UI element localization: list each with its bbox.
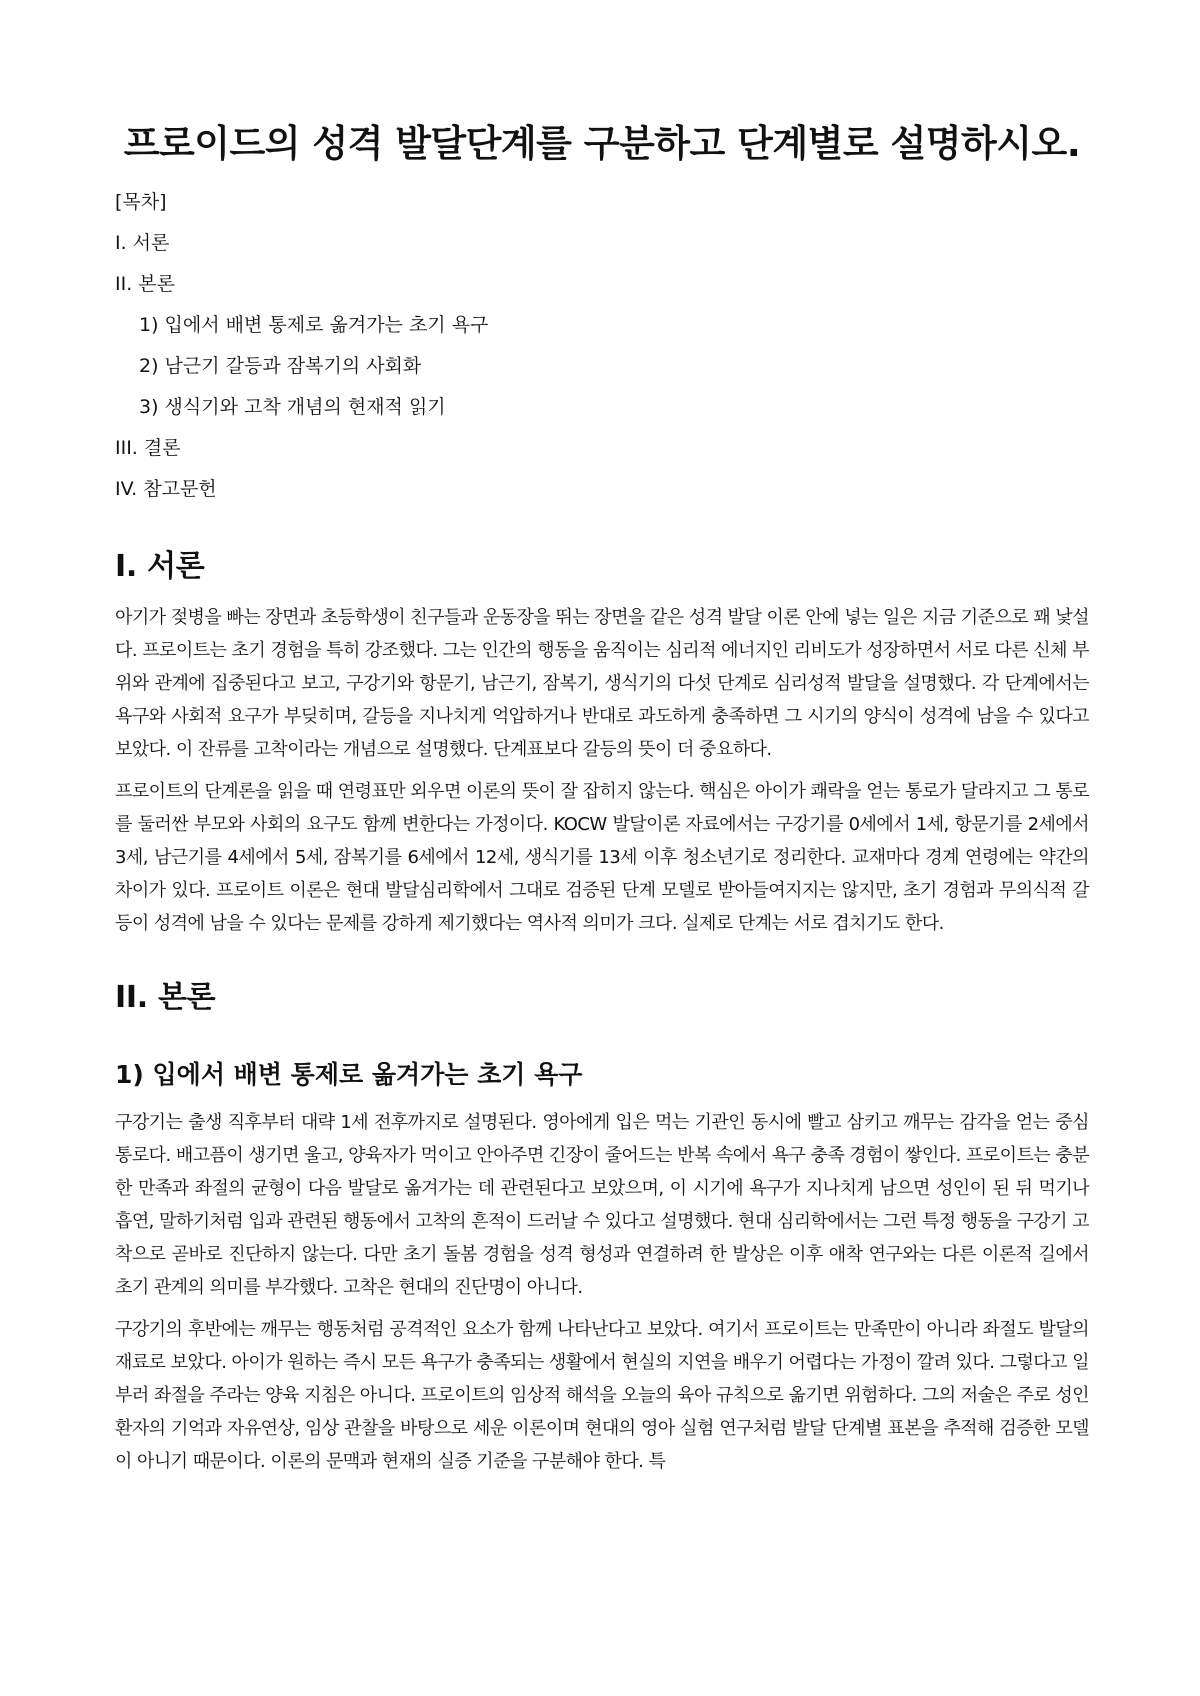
- body-paragraph-2: 구강기의 후반에는 깨무는 행동처럼 공격적인 요소가 함께 나타난다고 보았다. 여기서 프로이트는 만족만이 아니라 좌절도 발달의 재료로 보았다. 아이가 원하는 즉시 모든 욕구가 충족되는 생활에서 현실의 지연을 배우기 어렵다는 가정이 깔려 있다. 그렇다고 일부러 좌절을 주라는 양육 지침은 아니다. 프로이트의 임상적 해석을 오늘의 육아 규칙으로 옮기면 위험하다. 그의 저술은 주로 성인 환자의 기억과 자유연상, 임상 관찰을 바탕으로 세운 이론이며 현대의 영아 실험 연구처럼 발달 단계별 표본을 추적해 검증한 모델이 아니기 때문이다. 이론의 문맥과 현재의 실증 기준을 구분해야 한다. 특: [115, 1319, 1089, 1472]
- section-title-intro: I. 서론: [115, 549, 205, 584]
- section-intro: [115, 601, 1089, 940]
- subsection-title-1: 1) 입에서 배변 통제로 옮겨가는 초기 욕구: [115, 1060, 583, 1089]
- toc-item-conclusion: III. 결론: [115, 437, 181, 459]
- toc-item-body: II. 본론: [115, 273, 175, 295]
- toc-item-intro: I. 서론: [115, 232, 170, 254]
- toc-item-body-3: 3) 생식기와 고착 개념의 현재적 읽기: [139, 396, 446, 418]
- toc-item-body-1: 1) 입에서 배변 통제로 옮겨가는 초기 욕구: [139, 314, 489, 336]
- table-of-contents: [115, 190, 1089, 502]
- section-title-body: II. 본론: [115, 980, 216, 1015]
- document-title: 프로이드의 성격 발달단계를 구분하고 단계별로 설명하시오.: [123, 122, 1081, 165]
- toc-header: [목차]: [115, 191, 167, 213]
- toc-item-body-2: 2) 남근기 갈등과 잠복기의 사회화: [139, 355, 422, 377]
- toc-item-references: IV. 참고문헌: [115, 478, 217, 500]
- body-paragraph-1: 구강기는 출생 직후부터 대략 1세 전후까지로 설명된다. 영아에게 입은 먹는 기관인 동시에 빨고 삼키고 깨무는 감각을 얻는 중심 통로다. 배고픔이 생기면 울고, 양육자가 먹이고 안아주면 긴장이 줄어드는 반복 속에서 욕구 충족 경험이 쌓인다. 프로이트는 충분한 만족과 좌절의 균형이 다음 발달로 옮겨가는 데 관련된다고 보았으며, 이 시기에 욕구가 지나치게 남으면 성인이 된 뒤 먹기나 흡연, 말하기처럼 입과 관련된 행동에서 고착의 흔적이 드러날 수 있다고 설명했다. 현대 심리학에서는 그런 특정 행동을 구강기 고착으로 곧바로 진단하지 않는다. 다만 초기 돌봄 경험을 성격 형성과 연결하려 한 발상은 이후 애착 연구와는 다른 이론적 길에서 초기 관계의 의미를 부각했다. 고착은 현대의 진단명이 아니다.: [115, 1112, 1089, 1298]
- toc-list: [115, 231, 1089, 502]
- intro-paragraph-2: 프로이트의 단계론을 읽을 때 연령표만 외우면 이론의 뜻이 잘 잡히지 않는다. 핵심은 아이가 쾌락을 얻는 통로가 달라지고 그 통로를 둘러싼 부모와 사회의 요구도 함께 변한다는 가정이다. KOCW 발달이론 자료에서는 구강기를 0세에서 1세, 항문기를 2세에서 3세, 남근기를 4세에서 5세, 잠복기를 6세에서 12세, 생식기를 13세 이후 청소년기로 정리한다. 교재마다 경계 연령에는 약간의 차이가 있다. 프로이트 이론은 현대 발달심리학에서 그대로 검증된 단계 모델로 받아들여지지는 않지만, 초기 경험과 무의식적 갈등이 성격에 남을 수 있다는 문제를 강하게 제기했다는 역사적 의미가 크다. 실제로 단계는 서로 겹치기도 한다.: [115, 781, 1089, 934]
- subsection-1: [115, 1106, 1089, 1478]
- intro-paragraph-1: 아기가 젖병을 빠는 장면과 초등학생이 친구들과 운동장을 뛰는 장면을 같은 성격 발달 이론 안에 넣는 일은 지금 기준으로 꽤 낯설다. 프로이트는 초기 경험을 특히 강조했다. 그는 인간의 행동을 움직이는 심리적 에너지인 리비도가 성장하면서 서로 다른 신체 부위와 관계에 집중된다고 보고, 구강기와 항문기, 남근기, 잠복기, 생식기의 다섯 단계로 심리성적 발달을 설명했다. 각 단계에서는 욕구와 사회적 요구가 부딪히며, 갈등을 지나치게 억압하거나 반대로 과도하게 충족하면 그 시기의 양식이 성격에 남을 수 있다고 보았다. 이 잔류를 고착이라는 개념으로 설명했다. 단계표보다 갈등의 뜻이 더 중요하다.: [115, 607, 1089, 760]
